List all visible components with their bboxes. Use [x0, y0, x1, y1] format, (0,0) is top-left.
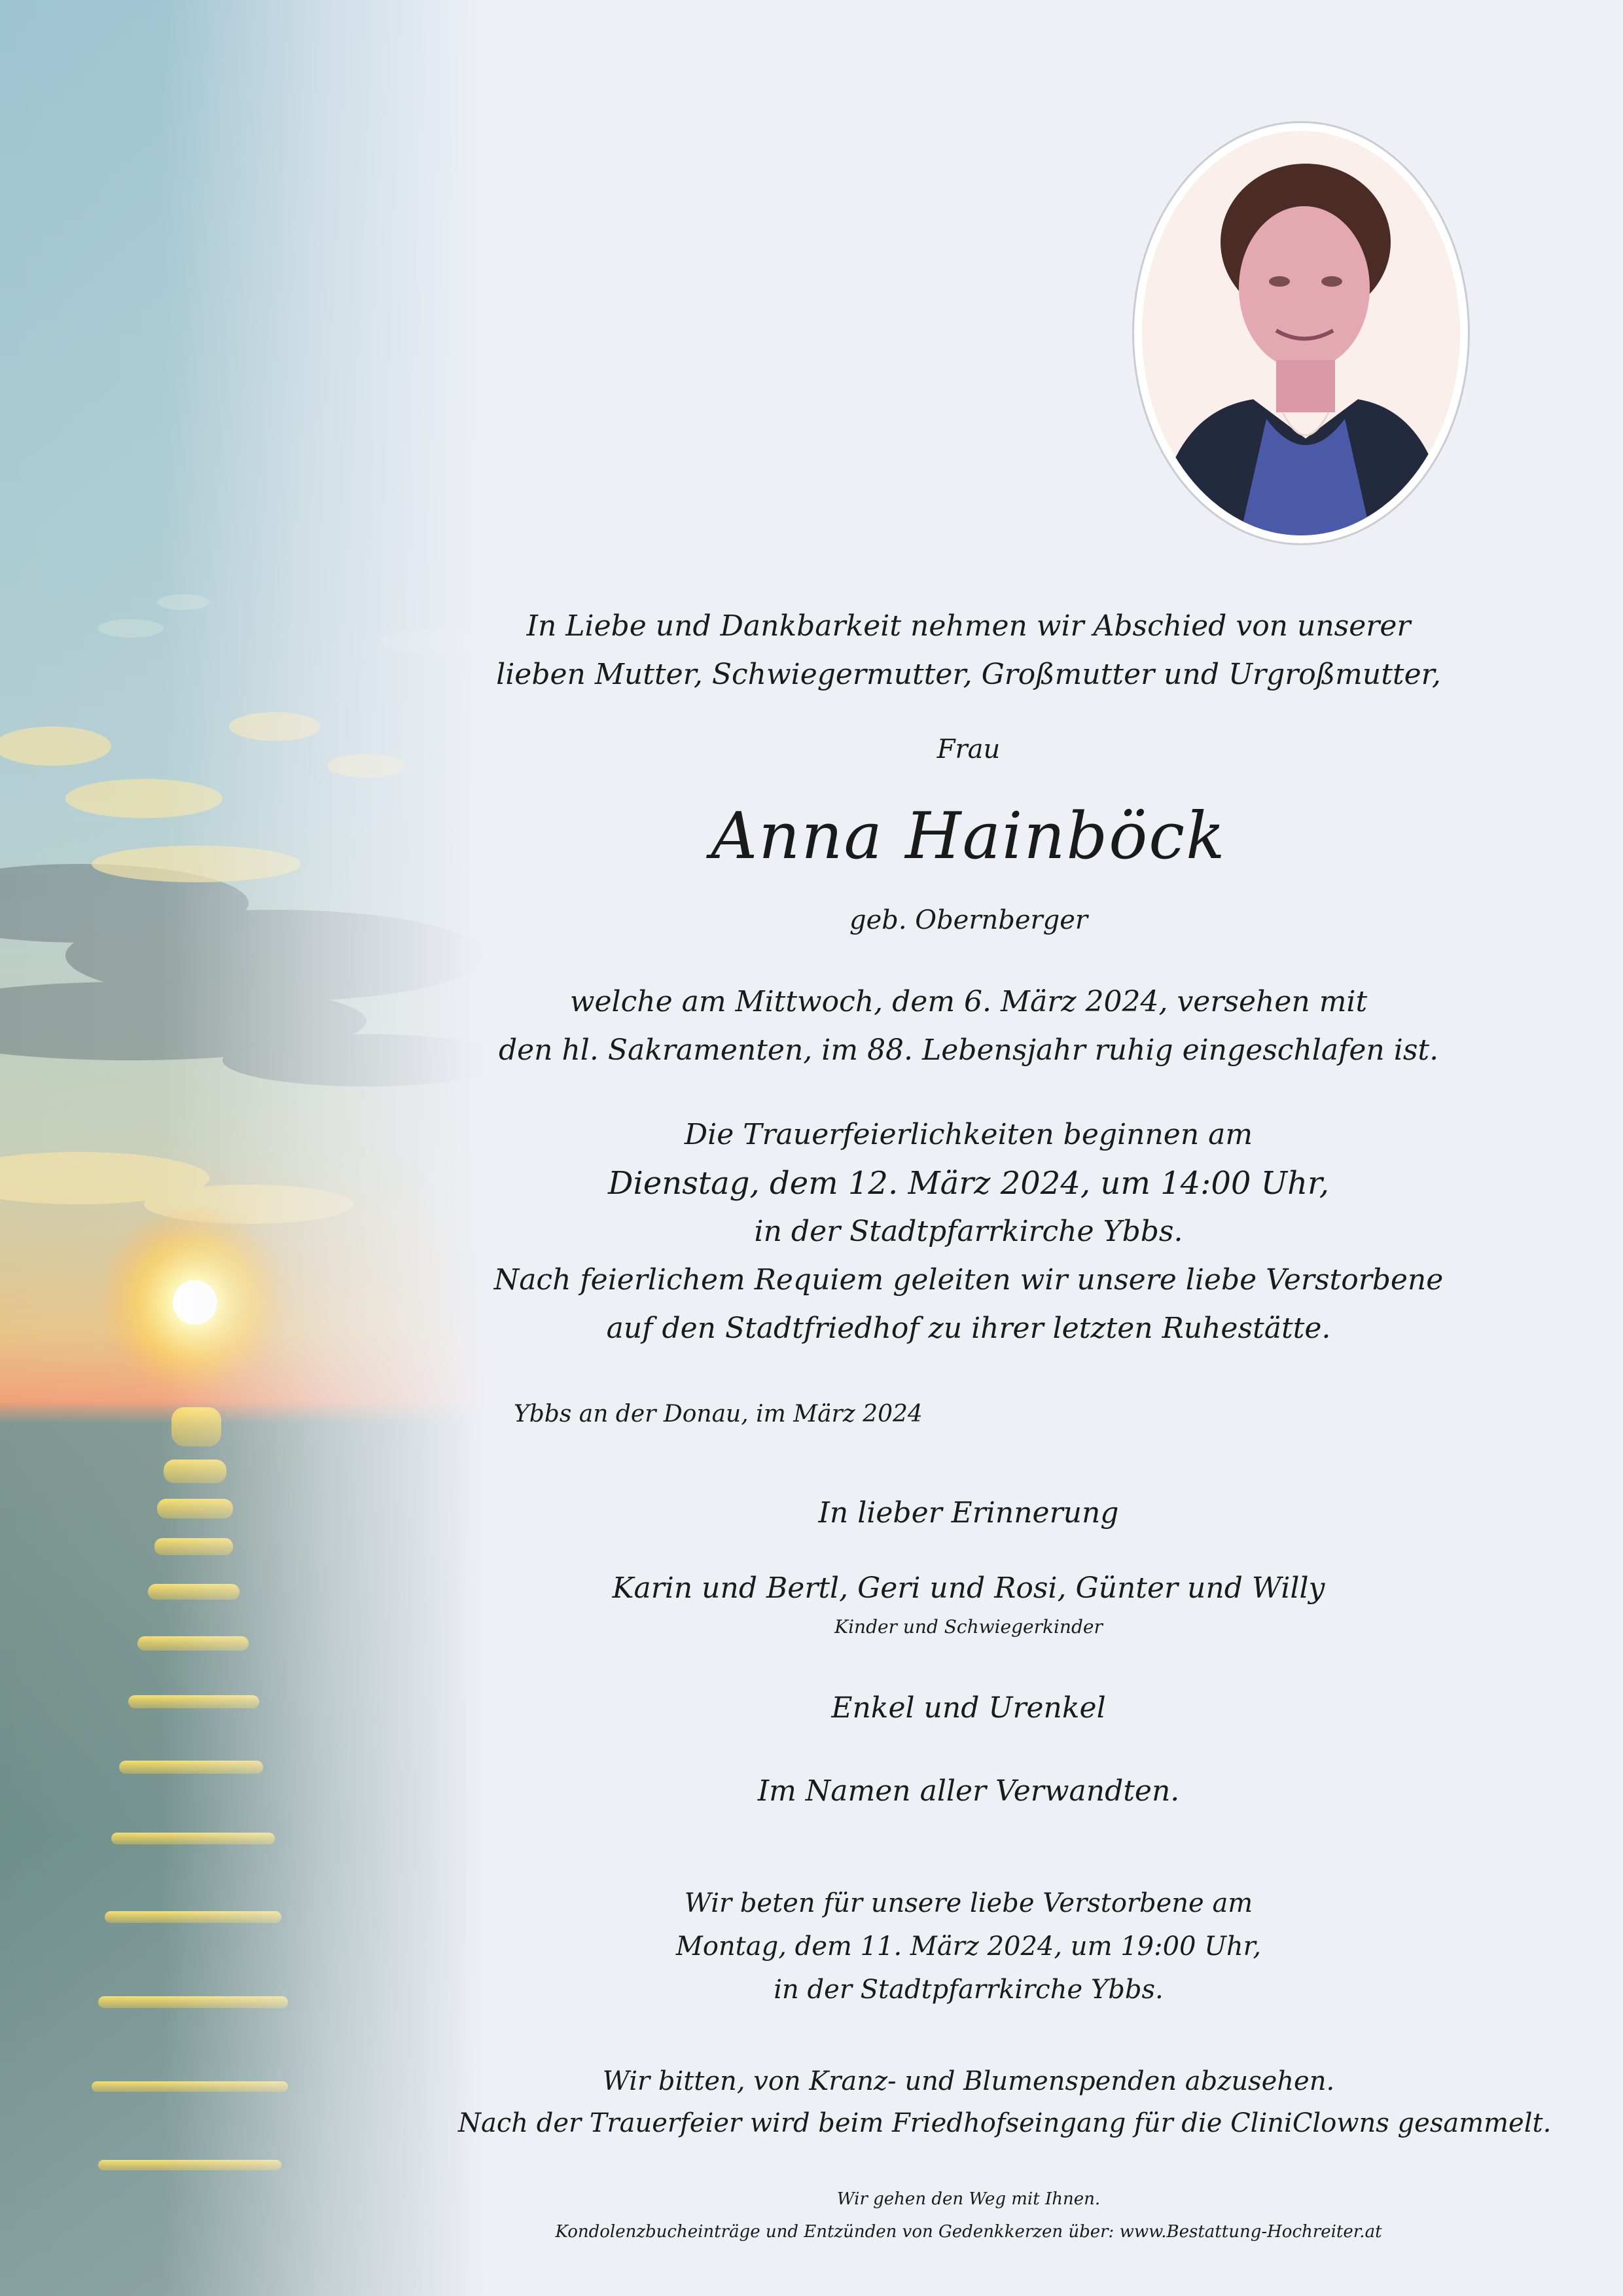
intro-line-2: lieben Mutter, Schwiegermutter, Großmutter und Urgroßmutter, — [496, 658, 1441, 691]
funeral-details — [458, 1111, 1479, 1353]
death-notice-line-2: den hl. Sakramenten, im 88. Lebensjahr ruhig eingeschlafen ist. — [498, 1033, 1439, 1067]
grandchildren — [458, 1684, 1479, 1732]
intro-text — [458, 602, 1479, 699]
death-notice-line-1: welche am Mittwoch, dem 6. März 2024, versehen mit — [569, 985, 1368, 1018]
funeral-line-5: auf den Stadtfriedhof zu ihrer letzten Ruhestätte. — [606, 1312, 1331, 1345]
death-notice — [458, 978, 1479, 1075]
prayer-line-1: Wir beten für unsere liebe Verstorbene am — [684, 1888, 1253, 1918]
deceased-name-text: Anna Hainböck — [711, 799, 1226, 874]
salutation — [458, 730, 1479, 769]
funeral-line-3: in der Stadtpfarrkirche Ybbs. — [754, 1215, 1183, 1248]
mourners-heading — [458, 1489, 1479, 1537]
footer-line-1: Wir gehen den Weg mit Ihnen. — [836, 2189, 1101, 2209]
prayer-details — [458, 1882, 1479, 2011]
prayer-line-2: Montag, dem 11. März 2024, um 19:00 Uhr, — [675, 1931, 1262, 1962]
donation-line-2: Nach der Trauerfeier wird beim Friedhofseingang für die CliniClowns gesammelt. — [458, 2108, 1552, 2138]
children — [458, 1564, 1479, 1641]
deceased-name — [458, 797, 1479, 876]
relatives — [458, 1767, 1479, 1816]
salutation-text: Frau — [936, 734, 1001, 764]
funeral-line-2: Dienstag, dem 12. März 2024, um 14:00 Uhr, — [608, 1165, 1329, 1202]
birth-name-text: geb. Obernberger — [849, 905, 1088, 935]
donation-line-1: Wir bitten, von Kranz- und Blumenspenden abzusehen. — [602, 2066, 1335, 2096]
portrait-photo — [1142, 131, 1460, 535]
children-caption: Kinder und Schwiegerkinder — [834, 1616, 1103, 1638]
mourners-heading-text: In lieber Erinnerung — [818, 1496, 1119, 1530]
prayer-line-3: in der Stadtpfarrkirche Ybbs. — [774, 1975, 1164, 2005]
footer-line-2: Kondolenzbucheinträge und Entzünden von Gedenkkerzen über: www.Bestattung-Hochreiter.at — [555, 2222, 1382, 2242]
place-date: Ybbs an der Donau, im März 2024 — [514, 1401, 923, 1427]
funeral-line-4: Nach feierlichem Requiem geleiten wir unsere liebe Verstorbene — [493, 1263, 1444, 1297]
footer — [458, 2183, 1479, 2248]
intro-line-1: In Liebe und Dankbarkeit nehmen wir Abschied von unserer — [526, 609, 1411, 643]
birth-name — [458, 901, 1479, 940]
grandchildren-text: Enkel und Urenkel — [831, 1691, 1106, 1725]
children-names: Karin und Bertl, Geri und Rosi, Günter und Willy — [612, 1571, 1325, 1605]
portrait-frame — [1132, 121, 1470, 545]
donation-note — [458, 2060, 1552, 2144]
relatives-text: Im Namen aller Verwandten. — [757, 1774, 1180, 1808]
funeral-line-1: Die Trauerfeierlichkeiten beginnen am — [684, 1118, 1253, 1151]
